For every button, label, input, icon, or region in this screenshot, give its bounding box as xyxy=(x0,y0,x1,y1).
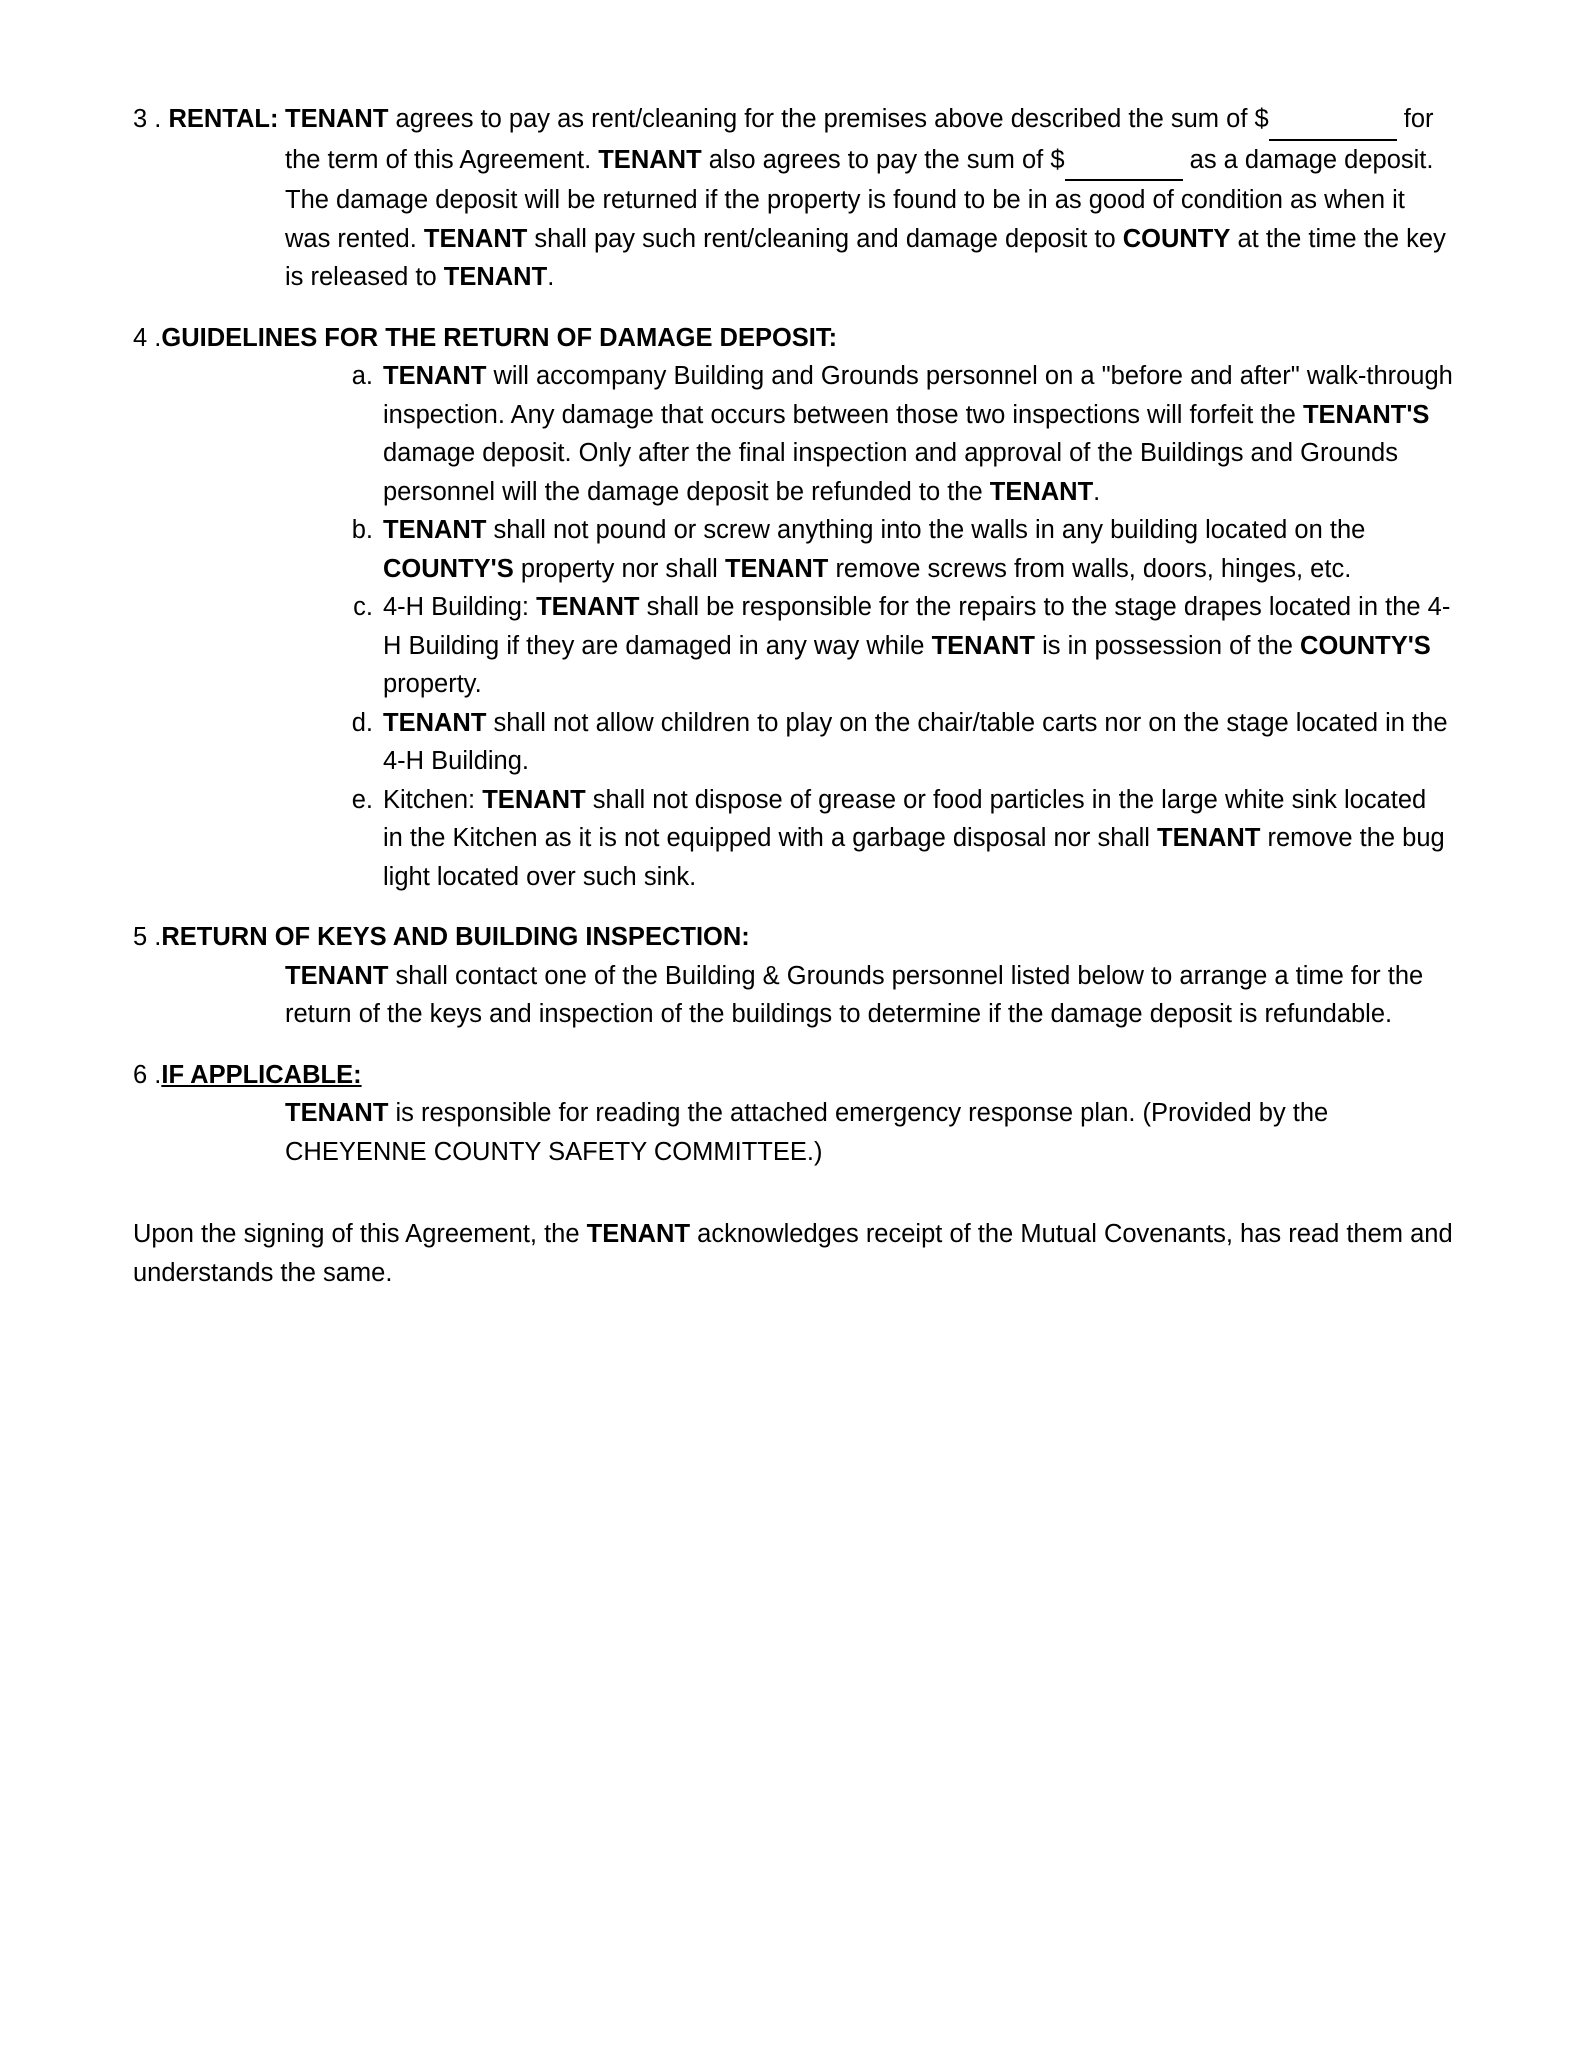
emphasis-term: TENANT'S xyxy=(1302,400,1430,429)
list-item-marker: d. xyxy=(351,708,373,737)
emphasis-term: TENANT xyxy=(1157,824,1261,852)
list-item-marker: c. xyxy=(353,593,373,621)
list-item-row xyxy=(327,511,1453,588)
rent-amount-blank[interactable] xyxy=(1269,100,1397,141)
list-item xyxy=(327,588,1453,704)
section-4-title: GUIDELINES FOR THE RETURN OF DAMAGE DEPOSIT: xyxy=(161,323,838,352)
list-item-text: TENANT shall not allow children to play on the chair/table carts nor on the stage located in the 4-H Building. xyxy=(383,708,1448,775)
section-4-heading xyxy=(133,319,1453,358)
emphasis-term: TENANT xyxy=(285,961,389,990)
deposit-amount-blank[interactable] xyxy=(1065,141,1183,182)
section-3-paragraph: TENANT agrees to pay as rent/cleaning for the premises above described the sum of $ for the term of this Agreement. TENANT also agrees to pay the sum of $ as a damage deposit. The damage deposit will be returned if the property is found to be in as good of condition as when it was rented. TENANT shall pay such rent/cleaning and damage deposit to COUNTY at the time the key is released to TENANT. xyxy=(285,100,1453,297)
emphasis-term: COUNTY xyxy=(1122,224,1231,253)
section-5-title: RETURN OF KEYS AND BUILDING INSPECTION: xyxy=(161,923,750,951)
section-6-number: 6 . xyxy=(133,1060,162,1089)
emphasis-term: TENANT xyxy=(536,593,640,621)
section-5-return-of-keys xyxy=(133,918,1453,1034)
list-item xyxy=(327,704,1453,781)
list-item-text: Kitchen: TENANT shall not dispose of grease or food particles in the large white sink located in the Kitchen as it is not equipped with a garbage disposal nor shall TENANT remove the bug light located over such sink. xyxy=(383,785,1445,891)
section-5-heading xyxy=(133,918,1453,957)
list-item-text: 4-H Building: TENANT shall be responsible for the repairs to the stage drapes located in the 4-H Building if they are damaged in any way while TENANT is in possession of the COUNTY'S property. xyxy=(383,593,1451,698)
document-body xyxy=(133,100,1453,1292)
section-3-label xyxy=(133,100,285,139)
list-item xyxy=(327,781,1453,897)
section-6-paragraph: TENANT is responsible for reading the attached emergency response plan. (Provided by the CHEYENNE COUNTY SAFETY COMMITTEE.) xyxy=(285,1099,1329,1166)
emphasis-term: TENANT xyxy=(724,554,829,583)
emphasis-term: TENANT xyxy=(285,1099,389,1127)
emphasis-term: TENANT xyxy=(482,785,586,814)
emphasis-term: COUNTY'S xyxy=(1300,631,1431,660)
guidelines-letter-list xyxy=(327,357,1453,896)
section-3-rental xyxy=(133,100,1453,297)
emphasis-term: TENANT xyxy=(598,145,702,174)
emphasis-term: TENANT xyxy=(423,224,528,253)
list-item-marker: e. xyxy=(351,785,373,814)
emphasis-term: TENANT xyxy=(443,263,548,291)
emphasis-term: COUNTY'S xyxy=(383,554,514,583)
emphasis-term: TENANT xyxy=(285,105,389,133)
section-6-title: IF APPLICABLE: xyxy=(161,1060,362,1089)
list-item-marker: a. xyxy=(351,362,373,390)
closing-paragraph: Upon the signing of this Agreement, the TENANT acknowledges receipt of the Mutual Covenants, has read them and understands the same. xyxy=(133,1220,1453,1287)
list-item-row xyxy=(327,781,1453,897)
section-5-paragraph: TENANT shall contact one of the Building & Grounds personnel listed below to arrange a time for the return of the keys and inspection of the buildings to determine if the damage deposit is refundable. xyxy=(285,961,1424,1028)
section-6-heading xyxy=(133,1056,1453,1095)
emphasis-term: TENANT xyxy=(383,516,487,544)
section-4-number: 4 . xyxy=(133,323,162,352)
section-6-if-applicable xyxy=(133,1056,1453,1172)
section-4-guidelines xyxy=(133,319,1453,897)
section-3-number: 3 . xyxy=(133,105,162,133)
section-4-list-wrapper xyxy=(327,357,1453,896)
list-item-marker: b. xyxy=(351,516,373,544)
section-5-number: 5 . xyxy=(133,923,162,951)
list-item-row xyxy=(327,357,1453,511)
list-item xyxy=(327,511,1453,588)
emphasis-term: TENANT xyxy=(931,631,1035,660)
list-item xyxy=(327,357,1453,511)
emphasis-term: TENANT xyxy=(989,477,1094,506)
emphasis-term: TENANT xyxy=(586,1220,691,1248)
list-item-text: TENANT will accompany Building and Grounds personnel on a "before and after" walk-through inspection. Any damage that occurs between those two inspections will forfeit the TENANT'S damage deposit. Only after the final inspection and approval of the Buildings and Grounds personnel will the damage deposit be refunded to the TENANT. xyxy=(383,362,1453,506)
emphasis-term: TENANT xyxy=(383,708,487,737)
section-3-title: RENTAL: xyxy=(168,105,279,133)
emphasis-term: TENANT xyxy=(383,362,487,390)
list-item-row xyxy=(327,704,1453,781)
list-item-text: TENANT shall not pound or screw anything into the walls in any building located on the COUNTY'S property nor shall TENANT remove screws from walls, doors, hinges, etc. xyxy=(383,516,1366,583)
list-item-row xyxy=(327,588,1453,704)
